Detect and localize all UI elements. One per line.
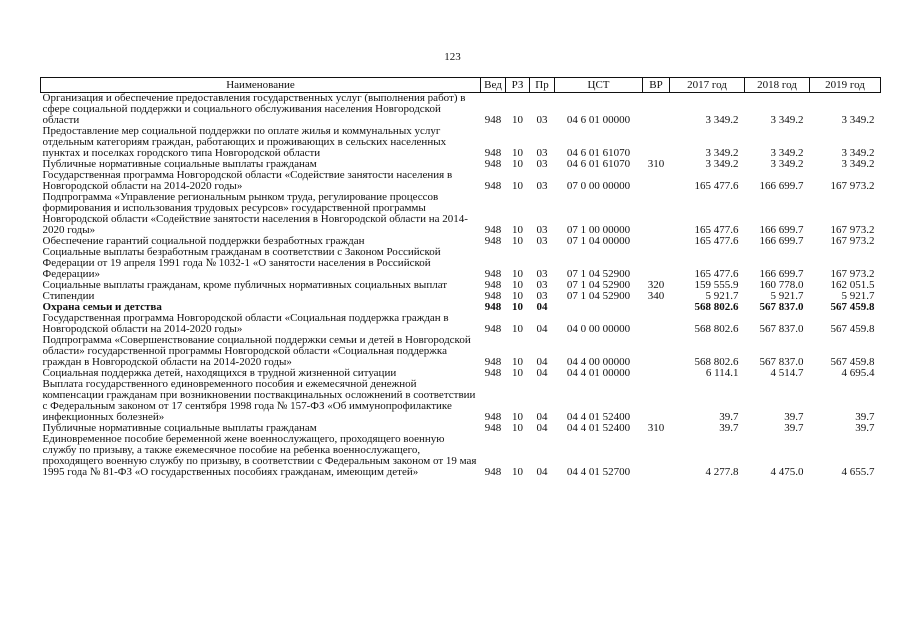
- cell-rz: 10: [512, 235, 523, 247]
- cell-name: Предоставление мер социальной поддержки по оплате жилья и коммунальных услуг отдельным категориям граждан, работающих и проживающих в сельских населенных пунктах и поселках городского типа Новгородской области: [42, 125, 447, 159]
- cell-vr: 320: [647, 279, 665, 291]
- cell-name: Охрана семьи и детства: [42, 301, 162, 313]
- cell-2018: 3 349.2: [770, 147, 804, 159]
- cell-name: Подпрограмма «Совершенствование социальной поддержки семьи и детей в Новгородской области» государственной программы Новгородской области «Социальная поддержка граждан в Новгородской области на 2014-2020 годы»: [42, 334, 471, 368]
- header-row: [41, 78, 881, 93]
- cell-2018: 166 699.7: [759, 224, 804, 236]
- cell-2019: 3 349.2: [841, 158, 875, 170]
- cell-2017: 165 477.6: [694, 180, 739, 192]
- cell-ved: 948: [484, 279, 502, 291]
- cell-pr: 03: [536, 147, 548, 159]
- cell-cst: 07 1 00 00000: [566, 224, 631, 236]
- cell-2019: 567 459.8: [830, 323, 875, 335]
- cell-vr: 340: [647, 290, 665, 302]
- cell-cst: 04 4 01 52400: [566, 411, 631, 423]
- cell-2019: 167 973.2: [830, 268, 875, 280]
- cell-pr: 04: [536, 411, 548, 423]
- cell-name: Публичные нормативные социальные выплаты гражданам: [42, 158, 317, 170]
- header-name: Наименование: [41, 78, 481, 93]
- cell-ved: 948: [484, 268, 502, 280]
- cell-vr: 310: [647, 158, 665, 170]
- cell-ved: 948: [484, 411, 502, 423]
- cell-name: Обеспечение гарантий социальной поддержки безработных граждан: [42, 235, 365, 247]
- cell-2019: 3 349.2: [841, 114, 875, 126]
- cell-rz: 10: [512, 158, 523, 170]
- cell-2017: 568 802.6: [694, 356, 739, 368]
- header-vr: ВР: [643, 78, 670, 93]
- cell-2017: 165 477.6: [694, 268, 739, 280]
- cell-cst: 07 1 04 52900: [566, 268, 631, 280]
- cell-pr: 04: [536, 301, 548, 313]
- cell-2018: 39.7: [784, 411, 804, 423]
- cell-2018: 5 921.7: [770, 290, 804, 302]
- cell-cst: [555, 302, 643, 313]
- table-row: [41, 93, 881, 127]
- cell-ved: 948: [484, 466, 502, 478]
- cell-2017: 165 477.6: [694, 224, 739, 236]
- cell-vr: [643, 247, 670, 280]
- cell-name: Подпрограмма «Управление региональным рынком труда, регулирование процессов формирования и использования трудовых ресурсов» государственной программы Новгородской области «Содействие занятости населения в Новгородской области на 2014-2020 годы»: [42, 191, 468, 236]
- cell-2018: 39.7: [784, 422, 804, 434]
- cell-2018: 3 349.2: [770, 158, 804, 170]
- cell-2018: 4 514.7: [770, 367, 804, 379]
- cell-rz: 10: [512, 268, 523, 280]
- table-header: [41, 78, 881, 93]
- budget-table-container: [40, 77, 880, 479]
- cell-ved: 948: [484, 301, 502, 313]
- budget-table: [40, 77, 881, 479]
- cell-2017: 6 114.1: [705, 367, 739, 379]
- cell-pr: 04: [536, 356, 548, 368]
- cell-name: Государственная программа Новгородской области «Социальная поддержка граждан в Новгородской области на 2014-2020 годы»: [42, 312, 449, 335]
- cell-vr: [643, 192, 670, 236]
- header-rz: РЗ: [506, 78, 530, 93]
- cell-pr: 03: [536, 180, 548, 192]
- cell-pr: 04: [536, 466, 548, 478]
- cell-vr: [643, 335, 670, 368]
- cell-2017: 165 477.6: [694, 235, 739, 247]
- cell-name: Выплата государственного единовременного пособия и ежемесячной денежной компенсации гражданам при возникновении поствакцинальных осложнений в соответствии с Федеральным законом от 17 сентября 1998 года № 157-ФЗ «Об иммунопрофилактике инфекционных болезней»: [42, 378, 476, 423]
- cell-name: Социальная поддержка детей, находящихся в трудной жизненной ситуации: [42, 367, 397, 379]
- cell-2017: 4 277.8: [705, 466, 739, 478]
- cell-rz: 10: [512, 114, 523, 126]
- cell-cst: 04 6 01 00000: [566, 114, 631, 126]
- cell-2017: 159 555.9: [694, 279, 739, 291]
- cell-2019: 167 973.2: [830, 235, 875, 247]
- header-2019: 2019 год: [810, 78, 881, 93]
- cell-rz: 10: [512, 323, 523, 335]
- cell-cst: 04 4 01 52400: [566, 422, 631, 434]
- cell-vr: [643, 126, 670, 159]
- table-row: [41, 247, 881, 280]
- table-row: [41, 126, 881, 159]
- cell-2018: 567 837.0: [759, 356, 804, 368]
- cell-ved: 948: [484, 158, 502, 170]
- cell-cst: 04 4 00 00000: [566, 356, 631, 368]
- cell-ved: 948: [484, 367, 502, 379]
- table-row: [41, 280, 881, 291]
- cell-2017: 568 802.6: [694, 323, 739, 335]
- table-row: [41, 170, 881, 192]
- cell-ved: 948: [484, 235, 502, 247]
- cell-2019: 567 459.8: [830, 356, 875, 368]
- cell-cst: 04 0 00 00000: [566, 323, 631, 335]
- cell-pr: 04: [536, 323, 548, 335]
- cell-rz: 10: [512, 411, 523, 423]
- cell-pr: 03: [536, 268, 548, 280]
- cell-ved: 948: [484, 180, 502, 192]
- cell-name: Стипендии: [42, 290, 95, 302]
- table-body: [41, 93, 881, 480]
- cell-2018: 166 699.7: [759, 268, 804, 280]
- cell-cst: 07 1 04 52900: [566, 279, 631, 291]
- table-row: [41, 434, 881, 479]
- cell-2017: 568 802.6: [694, 301, 739, 313]
- cell-rz: 10: [512, 367, 523, 379]
- cell-cst: 04 6 01 61070: [566, 147, 631, 159]
- cell-cst: 07 0 00 00000: [566, 180, 631, 192]
- cell-rz: 10: [512, 180, 523, 192]
- cell-pr: 03: [536, 290, 548, 302]
- cell-vr: [643, 170, 670, 192]
- cell-pr: 03: [536, 158, 548, 170]
- cell-2017: 5 921.7: [705, 290, 739, 302]
- cell-2019: 162 051.5: [830, 279, 875, 291]
- cell-ved: 948: [484, 147, 502, 159]
- cell-vr: [643, 368, 670, 379]
- cell-2018: 3 349.2: [770, 114, 804, 126]
- cell-name: Публичные нормативные социальные выплаты гражданам: [42, 422, 317, 434]
- cell-name: Организация и обеспечение предоставления государственных услуг (выполнения работ) в сфере социальной поддержки и социального обслуживания населения Новгородской области: [42, 92, 466, 126]
- page-number: 123: [444, 51, 461, 63]
- cell-2018: 166 699.7: [759, 180, 804, 192]
- cell-name: Государственная программа Новгородской области «Содействие занятости населения в Новгородской области на 2014-2020 годы»: [42, 169, 453, 192]
- cell-2018: 567 837.0: [759, 301, 804, 313]
- cell-pr: 04: [536, 422, 548, 434]
- cell-name: Социальные выплаты безработным гражданам в соответствии с Законом Российской Федерации от 19 апреля 1991 года № 1032-1 «О занятости населения в Российской Федерации»: [42, 246, 441, 280]
- cell-pr: 04: [536, 367, 548, 379]
- cell-ved: 948: [484, 323, 502, 335]
- cell-2019: 39.7: [855, 422, 875, 434]
- cell-rz: 10: [512, 301, 523, 313]
- cell-vr: [643, 313, 670, 335]
- cell-vr: [643, 93, 670, 127]
- header-2017: 2017 год: [670, 78, 745, 93]
- cell-2018: 166 699.7: [759, 235, 804, 247]
- header-cst: ЦСТ: [555, 78, 643, 93]
- cell-ved: 948: [484, 114, 502, 126]
- cell-2019: 4 695.4: [841, 367, 875, 379]
- header-pr: Пр: [530, 78, 555, 93]
- cell-cst: 07 1 04 52900: [566, 290, 631, 302]
- cell-cst: 04 4 01 52700: [566, 466, 631, 478]
- cell-rz: 10: [512, 422, 523, 434]
- cell-pr: 03: [536, 279, 548, 291]
- cell-vr: [643, 379, 670, 423]
- cell-pr: 03: [536, 114, 548, 126]
- cell-2018: 567 837.0: [759, 323, 804, 335]
- cell-name: Единовременное пособие беременной жене военнослужащего, проходящего военную службу по призыву, а также ежемесячное пособие на ребенка военнослужащего, проходящего военную службу по призыву, в соответствии с Федеральным законом от 19 мая 1995 года № 81-ФЗ «О государственных пособиях гражданам, имеющим детей»: [42, 433, 477, 478]
- table-row: [41, 291, 881, 302]
- cell-ved: 948: [484, 356, 502, 368]
- cell-vr: [643, 302, 670, 313]
- table-row: [41, 335, 881, 368]
- cell-2017: 3 349.2: [705, 114, 739, 126]
- table-row: [41, 313, 881, 335]
- cell-2017: 39.7: [719, 411, 739, 423]
- cell-2019: 167 973.2: [830, 224, 875, 236]
- cell-cst: 04 4 01 00000: [566, 367, 631, 379]
- cell-2019: 5 921.7: [841, 290, 875, 302]
- cell-2019: 39.7: [855, 411, 875, 423]
- cell-2019: 4 655.7: [841, 466, 875, 478]
- cell-vr: 310: [647, 422, 665, 434]
- header-ved: Вед: [481, 78, 506, 93]
- cell-rz: 10: [512, 147, 523, 159]
- cell-cst: 07 1 04 00000: [566, 235, 631, 247]
- cell-rz: 10: [512, 290, 523, 302]
- cell-2017: 3 349.2: [705, 147, 739, 159]
- header-2018: 2018 год: [745, 78, 810, 93]
- cell-ved: 948: [484, 422, 502, 434]
- cell-rz: 10: [512, 356, 523, 368]
- cell-vr: [643, 434, 670, 479]
- cell-ved: 948: [484, 224, 502, 236]
- cell-rz: 10: [512, 466, 523, 478]
- cell-name: Социальные выплаты гражданам, кроме публичных нормативных социальных выплат: [42, 279, 448, 291]
- cell-2018: 160 778.0: [759, 279, 804, 291]
- cell-ved: 948: [484, 290, 502, 302]
- cell-rz: 10: [512, 224, 523, 236]
- table-row: [41, 379, 881, 423]
- cell-vr: [643, 236, 670, 247]
- cell-2019: 3 349.2: [841, 147, 875, 159]
- cell-2019: 567 459.8: [830, 301, 875, 313]
- cell-2017: 3 349.2: [705, 158, 739, 170]
- cell-cst: 04 6 01 61070: [566, 158, 631, 170]
- cell-pr: 03: [536, 235, 548, 247]
- cell-2019: 167 973.2: [830, 180, 875, 192]
- cell-2017: 39.7: [719, 422, 739, 434]
- table-row: [41, 192, 881, 236]
- cell-pr: 03: [536, 224, 548, 236]
- cell-rz: 10: [512, 279, 523, 291]
- cell-2018: 4 475.0: [770, 466, 804, 478]
